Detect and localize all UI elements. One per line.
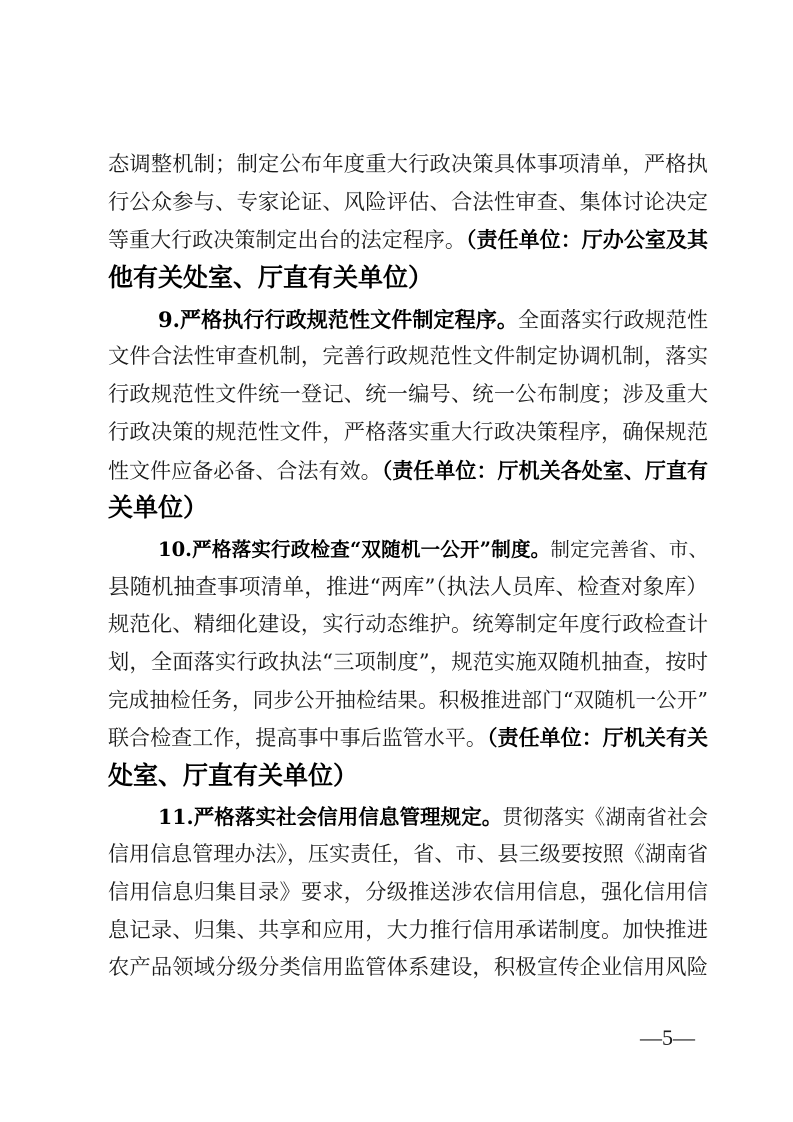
text-line: [108, 644, 708, 682]
text-line: [108, 259, 708, 297]
body-text: 农产品领域分级分类信用监管体系建设，积极宣传企业信用风险: [108, 955, 708, 981]
body-text: 行政决策的规范性文件，严格落实重大行政决策程序，确保规范: [108, 419, 708, 445]
text-line: [108, 912, 708, 950]
document-body: [108, 146, 708, 987]
body-text: 贯彻落实《湖南省社会: [502, 804, 709, 829]
text-line: [108, 949, 708, 987]
bold-text: 他有关处室、厅直有关单位）: [108, 263, 434, 293]
bold-text: （责任单位：厅办公室及其: [465, 227, 709, 253]
body-text: 信用信息归集目录》要求，分级推送涉农信用信息，强化信用信: [108, 880, 708, 906]
text-line: [108, 338, 708, 376]
text-line: [108, 569, 708, 607]
paragraph-heading-line: [108, 301, 708, 339]
body-text: 文件合法性审查机制，完善行政规范性文件制定协调机制，落实: [108, 344, 708, 370]
bold-text: 10.严格落实行政检查“双随机一公开”制度。: [158, 537, 551, 561]
body-text: 等重大行政决策制定出台的法定程序。: [108, 228, 466, 253]
page-number: —5—: [640, 1025, 695, 1050]
body-text: 联合检查工作，提高事中事后监管水平。: [108, 726, 487, 751]
text-line: [108, 146, 708, 184]
bold-text: 11.严格落实社会信用信息管理规定。: [158, 804, 503, 829]
paragraph-heading-line: [108, 799, 708, 837]
body-text: 全面落实行政规范性: [518, 307, 708, 332]
text-line: [108, 452, 708, 490]
text-line: [108, 874, 708, 912]
body-text: 行政规范性文件统一登记、统一编号、统一公布制度；涉及重大: [108, 382, 708, 408]
text-line: [108, 414, 708, 452]
bold-text: 9.严格执行行政规范性文件制定程序。: [158, 306, 519, 332]
text-line: [108, 682, 708, 720]
body-text: 完成抽检任务，同步公开抽检结果。积极推进部门“双随机一公开”: [108, 687, 708, 712]
bold-text: （责任单位：厅机关有关: [486, 725, 709, 751]
text-line: [108, 376, 708, 414]
text-line: [108, 757, 708, 795]
body-text: 性文件应备必备、合法有效。: [108, 458, 382, 483]
body-text: 划，全面落实行政执法“三项制度”，规范实施双随机抽查，按时: [108, 649, 708, 675]
body-text: 态调整机制；制定公布年度重大行政决策具体事项清单，严格执: [108, 152, 708, 177]
text-line: [108, 489, 708, 527]
bold-text: 关单位）: [108, 493, 209, 523]
text-line: [108, 221, 708, 259]
bold-text: 处室、厅直有关单位）: [108, 761, 359, 790]
body-text: 制定完善省、市、: [550, 537, 708, 561]
body-text: 行公众参与、专家论证、风险评估、合法性审查、集体讨论决定: [108, 189, 708, 215]
bold-text: （责任单位：厅机关各处室、厅直有: [381, 457, 709, 483]
body-text: 信用信息管理办法》，压实责任，省、市、县三级要按照《湖南省: [108, 842, 708, 867]
body-text: 规范化、精细化建设，实行动态维护。统筹制定年度行政检查计: [108, 612, 708, 638]
text-line: [108, 836, 708, 874]
text-line: [108, 719, 708, 757]
paragraph-heading-line: [108, 531, 708, 569]
text-line: [108, 606, 708, 644]
body-text: 县随机抽查事项清单，推进“两库”（执法人员库、检查对象库）: [108, 574, 708, 600]
body-text: 息记录、归集、共享和应用，大力推行信用承诺制度。加快推进: [108, 917, 708, 943]
text-line: [108, 184, 708, 222]
